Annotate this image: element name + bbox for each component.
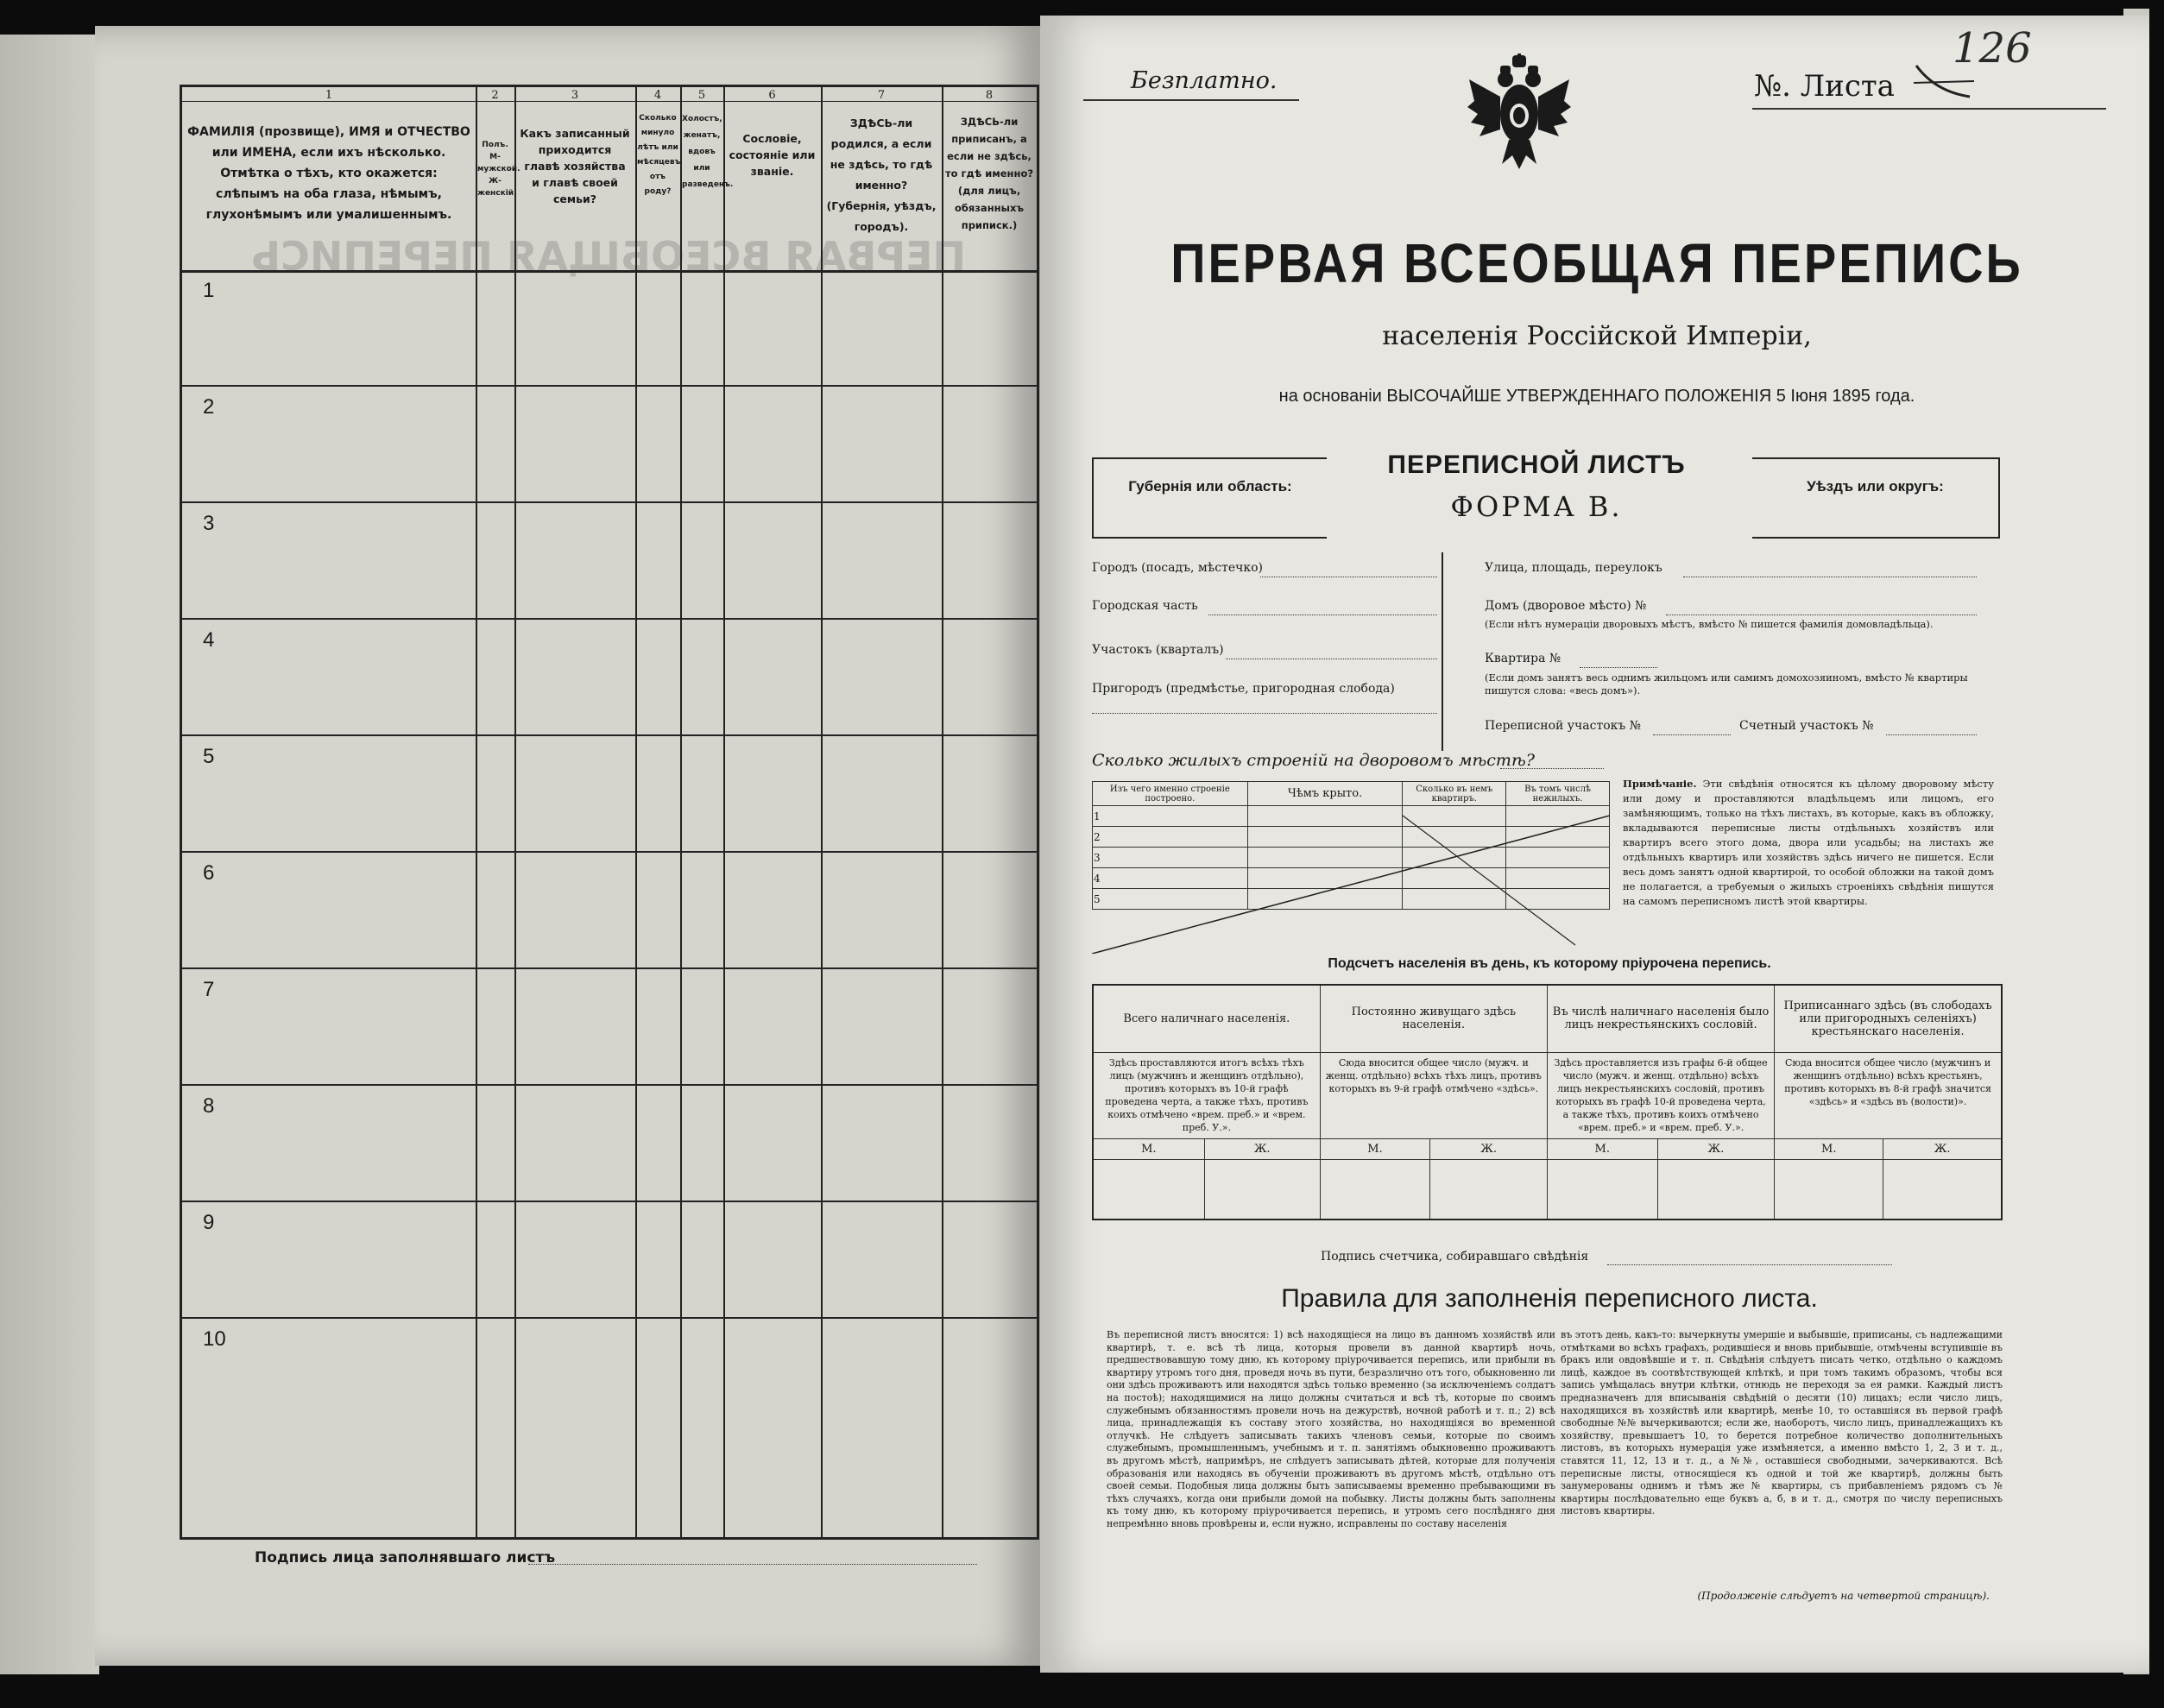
pop-desc: Здѣсь проставляются итогъ всѣхъ тѣхъ лицъ (мужчинъ и женщинъ отдѣльно), противъ которыхъ въ 10-й графѣ проведена черта, а также тѣхъ, противъ коихъ отмѣчено «врем. преб.» и «врем. преб. У.».: [1093, 1052, 1320, 1138]
header-bottom-line: [182, 270, 1037, 273]
row-number: 9: [203, 1211, 215, 1234]
col-number: 5: [697, 89, 706, 102]
row-line: [182, 385, 1037, 387]
row-line: [182, 618, 1037, 620]
bld-header: Изъ чего именно строеніе построено.: [1093, 782, 1248, 806]
header-name: ФАМИЛIЯ (прозвище), ИМЯ и ОТЧЕСТВО или ИМЕНА, если ихъ нѣсколько. Отмѣтка о тѣхъ, кто окажется: слѣпымъ на оба глаза, нѣмымъ, глухонѣмымъ или умалишеннымъ.: [187, 125, 470, 222]
province-box[interactable]: [1092, 457, 1327, 539]
header-rule-right: [1752, 108, 2106, 110]
street-label: Улица, площадь, переулокъ: [1485, 561, 1662, 575]
row-number: 7: [203, 978, 215, 1001]
suburb-field[interactable]: [1092, 713, 1437, 714]
pop-cell[interactable]: [1320, 1159, 1430, 1220]
signature-label: [255, 1549, 555, 1566]
col-divider: [723, 87, 725, 1537]
buildings-question: Сколько жилыхъ строеній на дворовомъ мѣстѣ?: [1092, 751, 1535, 770]
header-estate: Сословіе, состояніе или званіе.: [729, 132, 816, 178]
form-title: ПЕРЕПИСНОЙ ЛИСТЪ: [1387, 451, 1686, 479]
header-marital: Холостъ, женатъ, вдовъ или разведенъ.: [682, 115, 734, 189]
pop-cell[interactable]: [1547, 1159, 1657, 1220]
pop-desc: Сюда вносится общее число (мужчинъ и женщинъ отдѣльно) всѣхъ крестьянъ, противъ которыхъ въ 8-й графѣ значится «здѣсь» и «здѣсь въ (волости)».: [1775, 1052, 2002, 1138]
sheet-label: №. Листа: [1754, 69, 1895, 104]
page-stack-edge: [0, 35, 99, 1674]
col-number: 2: [491, 89, 499, 102]
signature-text: Подпись лица заполнявшаго листъ: [255, 1549, 556, 1566]
note-title: Примѣчаніе.: [1623, 778, 1697, 790]
row-line: [182, 851, 1037, 853]
col-divider: [680, 87, 682, 1537]
col-number: 3: [571, 89, 579, 102]
pop-head: Въ числѣ наличнаго населенія было лицъ некрестьянскихъ сословій.: [1547, 985, 1774, 1052]
row-line: [182, 967, 1037, 969]
row-line: [182, 734, 1037, 736]
note-block: [1623, 777, 1994, 909]
sheet-number-label: [1754, 69, 1895, 104]
row-number: 3: [203, 512, 215, 535]
col-number: 8: [985, 89, 994, 102]
counter-signature-label: Подпись счетчика, собиравшаго свѣдѣнія: [1321, 1250, 1589, 1264]
male-label: М.: [1547, 1138, 1657, 1159]
counter-signature-line[interactable]: [1607, 1264, 1892, 1265]
page-subtitle: населенія Россійской Имперіи,: [1382, 321, 1812, 351]
rules-column-1: [1107, 1329, 1555, 1531]
free-label: Безплатно.: [1131, 67, 1278, 94]
pop-cell[interactable]: [1093, 1159, 1204, 1220]
bld-row-num: 4: [1093, 868, 1248, 889]
female-label: Ж.: [1204, 1138, 1320, 1159]
bld-row-num: 1: [1093, 806, 1248, 827]
buildings-crossout: [1092, 781, 1610, 954]
population-table: [1092, 984, 2003, 1220]
form-subtitle: ФОРМА В.: [1450, 490, 1623, 523]
pop-head: Постоянно живущаго здѣсь населенія.: [1320, 985, 1547, 1052]
pop-cell[interactable]: [1204, 1159, 1320, 1220]
bleed-through-title: ПЕРВАЯ ВСЕОБЩАЯ ПЕРЕПИСЬ: [250, 233, 967, 280]
header-sex: Полъ. М-мужской. Ж-женскій.: [477, 141, 520, 198]
note-text: Эти свѣдѣнія относятся къ цѣлому дворовому мѣсту или дому и проставляются владѣльцемъ или лицомъ, его замѣняющимъ, только на тѣхъ листахъ, въ которые, какъ въ обложку, вкладываются переписные листы отдѣльныхъ хозяйствъ или квартиръ всего этого дома, двора или усадьбы; на листахъ же отдѣльныхъ квартиръ или хозяйствъ здѣсь ничего не пишется. Если весь домъ занятъ одной квартирой, то особой обложки на такой домъ не полагается, а требуемыя о жилыхъ строеніяхъ свѣдѣнія пишутся на самомъ переписномъ листѣ этой квартиры.: [1623, 778, 1994, 907]
ward-label: Участокъ (кварталъ): [1092, 643, 1224, 657]
col-number: 1: [325, 89, 333, 102]
pop-cell[interactable]: [1657, 1159, 1775, 1220]
house-label: Домъ (дворовое мѣсто) №: [1485, 599, 1647, 613]
row-line: [182, 501, 1037, 503]
col-number: 4: [653, 89, 662, 102]
pop-cell[interactable]: [1430, 1159, 1548, 1220]
sheet-number-handwritten: 126: [1953, 24, 2032, 72]
row-line: [182, 1317, 1037, 1319]
pop-cell[interactable]: [1883, 1159, 2002, 1220]
female-label: Ж.: [1657, 1138, 1775, 1159]
col-divider: [942, 87, 943, 1537]
suburb-label: Пригородъ (предмѣстье, пригородная слобода): [1092, 682, 1395, 696]
row-number: 4: [203, 628, 215, 652]
count-section-label: Счетный участокъ №: [1739, 719, 1874, 733]
row-line: [182, 1084, 1037, 1086]
female-label: Ж.: [1883, 1138, 2002, 1159]
population-title: Подсчетъ населенія въ день, къ которому пріурочена перепись.: [1328, 956, 1771, 971]
col-divider: [635, 87, 637, 1537]
male-label: М.: [1775, 1138, 1883, 1159]
header-age: Сколько минуло лѣтъ или мѣсяцевъ отъ роду?: [637, 114, 681, 196]
col-divider: [514, 87, 516, 1537]
apartment-field[interactable]: [1580, 667, 1657, 668]
apartment-note: (Если домъ занятъ весь однимъ жильцомъ или самимъ домохозяиномъ, вмѣсто № квартиры пишутся слова: «весь домъ»).: [1485, 671, 1968, 696]
pop-head: Всего наличнаго населенія.: [1093, 985, 1320, 1052]
row-number: 1: [203, 279, 215, 302]
female-label: Ж.: [1430, 1138, 1548, 1159]
district-box[interactable]: [1752, 457, 2000, 539]
province-label: Губернія или область:: [1128, 478, 1292, 495]
bld-row-num: 2: [1093, 827, 1248, 848]
row-number: 10: [203, 1327, 226, 1351]
pop-desc: Сюда вносится общее число (мужч. и женщ. отдѣльно) всѣхъ тѣхъ лицъ, противъ которыхъ въ 9-й графѣ отмѣчено «здѣсь».: [1320, 1052, 1547, 1138]
rules-text-1b: Листы должны быть заполнены къ тому дню, къ которому пріурочивается перепись, и утромъ сего послѣдняго дня непремѣнно вновь провѣрены и, если нужно, исправлены по составу населенія: [1107, 1492, 1555, 1529]
col-divider: [476, 87, 477, 1537]
col-number: 6: [768, 89, 776, 102]
census-section-field[interactable]: [1653, 734, 1731, 735]
row-number: 6: [203, 861, 215, 885]
bld-header: Чѣмъ крыто.: [1247, 782, 1403, 806]
house-note: (Если нѣтъ нумерацiи дворовыхъ мѣстъ, вмѣсто № пишется фамилія домовладѣльца).: [1485, 618, 1934, 630]
sheet-number-strike: [1909, 57, 1977, 100]
row-number: 2: [203, 395, 215, 419]
rules-title: Правила для заполненія переписного листа.: [1281, 1284, 1818, 1313]
bld-header: Въ томъ числѣ нежилыхъ.: [1506, 782, 1610, 806]
col-number: 7: [877, 89, 886, 102]
city-part-label: Городская часть: [1092, 599, 1198, 613]
row-number: 8: [203, 1094, 215, 1118]
legal-basis: на основаніи ВЫСОЧАЙШЕ УТВЕРЖДЕННАГО ПОЛОЖЕНІЯ 5 Іюня 1895 года.: [1278, 387, 1915, 406]
signature-line[interactable]: [528, 1564, 977, 1565]
header-rule: [1083, 99, 1299, 101]
city-label: Городъ (посадъ, мѣстечко): [1092, 561, 1264, 575]
bld-row-num: 5: [1093, 889, 1248, 910]
col-divider: [821, 87, 823, 1537]
census-table: [180, 85, 1039, 1540]
apartment-label: Квартира №: [1485, 652, 1561, 665]
row-number: 5: [203, 745, 215, 768]
buildings-field[interactable]: [1500, 768, 1604, 769]
count-section-field[interactable]: [1886, 734, 1977, 735]
page-title: ПЕРВАЯ ВСЕОБЩАЯ ПЕРЕПИСЬ: [1170, 231, 2023, 294]
continued-note: (Продолженіе слѣдуетъ на четвертой страницѣ).: [1697, 1590, 1990, 1602]
rules-column-2: [1561, 1329, 2003, 1518]
bld-header: Сколько въ немъ квартиръ.: [1403, 782, 1506, 806]
census-section-label: Переписной участокъ №: [1485, 719, 1641, 733]
district-label: Уѣздъ или округъ:: [1807, 478, 1944, 495]
male-label: М.: [1320, 1138, 1430, 1159]
header-birthplace: ЗДѢСЬ-ли родился, а если не здѣсь, то гдѣ именно? (Губернія, уѣздъ, городъ).: [826, 117, 937, 233]
bld-row-num: 3: [1093, 848, 1248, 868]
imperial-eagle-icon: [1467, 54, 1571, 170]
header-registration: ЗДѢСЬ-ли приписанъ, а если не здѣсь, то гдѣ именно? (для лицъ, обязанныхъ приписк.): [944, 116, 1034, 231]
pop-desc: Здѣсь проставляется изъ графы 6-й общее число (мужч. и женщ. отдѣльно) всѣхъ лицъ некрестьянскихъ сословій, противъ которыхъ въ графѣ 10-й проведена черта, а также тѣхъ, противъ коихъ отмѣчено «врем. преб.» и «врем. преб. У.».: [1547, 1052, 1774, 1138]
rules-text-2: въ этотъ день, какъ-то: вычеркнуты умершіе и выбывшіе, приписаны, съ надлежащими отмѣтками во всѣхъ графахъ, родившіеся и вновь прибывшіе, отмѣчены вступившіе въ бракъ или овдовѣвшіе и т. п. Свѣдѣнія слѣдуетъ писать четко, отдѣльно о каждомъ лицѣ, каждое въ соотвѣтствующей клѣткѣ, и при томъ такимъ образомъ, чтобы вся запись умѣщалась внутри клѣтки, отнюдь не переходя за ея рамки. Каждый листъ предназначенъ для вписыванія свѣдѣній о десяти (10) лицахъ; если число лицъ, находящихся въ хозяйствѣ или квартирѣ, менѣе 10, то оставшіяся въ первой графѣ свободные №№ вычеркиваются; если же, наоборотъ, число лицъ, принадлежащихъ къ хозяйству, превышаетъ 10, то берется потребное количество дополнительныхъ листовъ, въ которыхъ нумерація уже измѣняется, а именно вмѣсто 1, 2, 3 и т. д., ставятся 11, 12, 13 и т. д., а №№, оставшіеся свободными, зачеркиваются. Всѣ переписные листы, относящіеся къ одной и той же квартирѣ, должны быть занумерованы однимъ и тѣмъ же № квартиры, съ прибавленіемъ рядомъ съ № квартиры послѣдовательно еще буквъ а, б, в и т. д., смотря по числу переписныхъ листовъ квартиры.: [1561, 1329, 2003, 1517]
pop-head: Приписаннаго здѣсь (въ слободахъ или пригородныхъ селеніяхъ) крестьянскаго населенія.: [1775, 985, 2002, 1052]
rules-text-1: Въ переписной листъ вносятся: 1) всѣ находящіеся на лицо въ данномъ хозяйствѣ или квартирѣ, т. е. всѣ тѣ лица, которыя провели въ данной квартирѣ ночь, предшествовавшую тому дню, къ которому пріурочивается перепись, или прибыли въ квартиру утромъ того дня, проведя ночь въ пути, безразлично отъ того, обыкновенно ли они здѣсь проживаютъ или находятся здѣсь только временно (за исключеніемъ солдатъ на постоѣ); находящимися на лицо должны считаться и всѣ тѣ, которые по своимъ служебнымъ обязанностямъ провели ночь на дежурствѣ, ночной работѣ и т. п.; 2) всѣ лица, принадлежащія къ составу этого хозяйства, но находящіяся во временной отлучкѣ. Не слѣдуетъ записывать такихъ членовъ семьи, которые по своимъ служебнымъ, промышленнымъ, учебнымъ и т. п. занятіямъ обыкновенно проживаютъ въ другомъ мѣстѣ, напримѣръ, не слѣдуетъ записывать дѣтей, которые для полученія образованія или находясь въ обученіи проживаютъ въ другомъ мѣстѣ, отдѣльно отъ своей семьи. Подобныя лица должны быть записываемы временно пребывающими въ тѣхъ случаяхъ, когда они прибыли домой на побывку.: [1107, 1329, 1555, 1504]
address-divider: [1442, 552, 1443, 751]
row-line: [182, 1201, 1037, 1202]
male-label: М.: [1093, 1138, 1204, 1159]
header-relation: Какъ записанный приходится главѣ хозяйства и главѣ своей семьи?: [520, 127, 630, 205]
pop-cell[interactable]: [1775, 1159, 1883, 1220]
